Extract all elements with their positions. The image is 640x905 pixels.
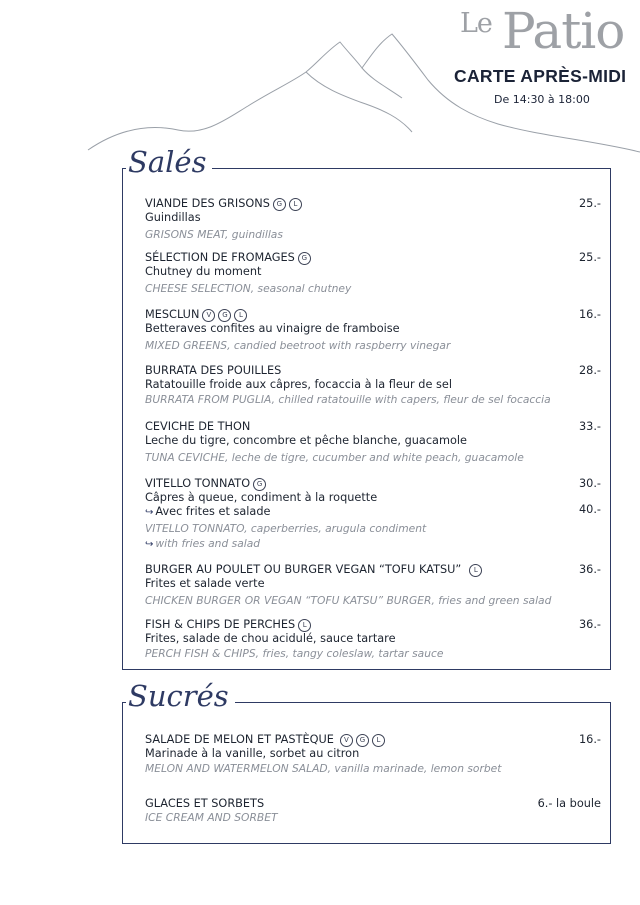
item-name: VIANDE DES GRISONS G L <box>145 196 601 211</box>
item-description: Chutney du moment <box>145 265 262 278</box>
menu-item <box>145 476 601 552</box>
gluten-free-icon: G <box>253 478 266 491</box>
logo-patio: Patio <box>502 2 625 60</box>
sucres-section-title: Sucrés <box>126 682 235 711</box>
logo-le: Le <box>460 8 492 39</box>
menu-item <box>145 796 601 825</box>
item-price-option: 40.- <box>578 503 601 516</box>
item-english: CHICKEN BURGER OR VEGAN “TOFU KATSU” BURGER, fries and green salad <box>145 593 552 607</box>
item-name: CEVICHE DE THON <box>145 420 251 433</box>
item-price: 16.- <box>578 733 601 746</box>
item-description: Câpres à queue, condiment à la roquette <box>145 491 378 504</box>
item-english: VITELLO TONNATO, caperberries, arugula condiment <box>145 522 427 535</box>
item-price: 36.- <box>578 563 601 576</box>
item-english: ICE CREAM AND SORBET <box>145 811 278 824</box>
item-description: Frites et salade verte <box>145 577 265 590</box>
item-name: MESCLUN V G L <box>145 307 601 322</box>
item-name: BURRATA DES POUILLES <box>145 364 282 377</box>
item-price: 28.- <box>578 364 601 377</box>
item-english: BURRATA FROM PUGLIA, chilled ratatouille with capers, fleur de sel focaccia <box>145 392 551 406</box>
item-name: BURGER AU POULET OU BURGER VEGAN “TOFU KATSU” L <box>145 562 601 577</box>
gluten-free-icon: G <box>356 734 369 747</box>
return-arrow-icon: ↪ <box>145 539 154 550</box>
menu-item <box>145 307 601 353</box>
item-price: 25.- <box>578 251 601 264</box>
lactose-free-icon: L <box>469 564 482 577</box>
item-option: ↪ Avec frites et salade <box>145 504 271 518</box>
page-title: CARTE APRÈS-MIDI <box>454 66 627 86</box>
item-price: 33.- <box>578 420 601 433</box>
item-price: 25.- <box>578 197 601 210</box>
vegetarian-icon: V <box>340 734 353 747</box>
le-patio-logo <box>458 2 628 64</box>
menu-item <box>145 617 601 661</box>
item-description: Leche du tigre, concombre et pêche blanche, guacamole <box>145 434 467 447</box>
item-name: FISH & CHIPS DE PERCHES L <box>145 617 601 632</box>
item-name: SALADE DE MELON ET PASTÈQUE V G L <box>145 732 601 747</box>
item-name: SÉLECTION DE FROMAGES G <box>145 250 601 265</box>
lactose-free-icon: L <box>234 309 247 322</box>
item-price: 16.- <box>578 308 601 321</box>
menu-item <box>145 562 601 608</box>
item-price: 30.- <box>578 477 601 490</box>
menu-item <box>145 250 601 296</box>
menu-item <box>145 363 601 407</box>
menu-item <box>145 732 601 776</box>
item-english: GRISONS MEAT, guindillas <box>145 227 283 241</box>
return-arrow-icon: ↪ <box>145 506 154 518</box>
item-description: Marinade à la vanille, sorbet au citron <box>145 747 360 760</box>
item-english: MIXED GREENS, candied beetroot with raspberry vinegar <box>145 338 451 352</box>
lactose-free-icon: L <box>298 619 311 632</box>
item-description: Frites, salade de chou acidulé, sauce tartare <box>145 632 396 645</box>
gluten-free-icon: G <box>218 309 231 322</box>
item-english: CHEESE SELECTION, seasonal chutney <box>145 281 352 295</box>
item-english: TUNA CEVICHE, leche de tigre, cucumber and white peach, guacamole <box>145 450 524 464</box>
menu-item <box>145 419 601 465</box>
item-name: GLACES ET SORBETS <box>145 797 265 810</box>
item-name: VITELLO TONNATO G <box>145 476 601 491</box>
lactose-free-icon: L <box>372 734 385 747</box>
item-description: Guindillas <box>145 211 201 224</box>
item-english: PERCH FISH & CHIPS, fries, tangy coleslaw, tartar sauce <box>145 646 444 660</box>
menu-item <box>145 196 601 242</box>
item-price: 6.- la boule <box>537 797 601 810</box>
item-price: 36.- <box>578 618 601 631</box>
sales-section-title: Salés <box>126 148 212 177</box>
gluten-free-icon: G <box>298 252 311 265</box>
gluten-free-icon: G <box>273 198 286 211</box>
item-english: MELON AND WATERMELON SALAD, vanilla marinade, lemon sorbet <box>145 761 502 775</box>
item-english-option: ↪ with fries and salad <box>145 537 261 550</box>
item-description: Betteraves confites au vinaigre de framboise <box>145 322 400 335</box>
lactose-free-icon: L <box>289 198 302 211</box>
vegetarian-icon: V <box>202 309 215 322</box>
item-description: Ratatouille froide aux câpres, focaccia à la fleur de sel <box>145 378 452 391</box>
service-hours: De 14:30 à 18:00 <box>494 93 590 106</box>
